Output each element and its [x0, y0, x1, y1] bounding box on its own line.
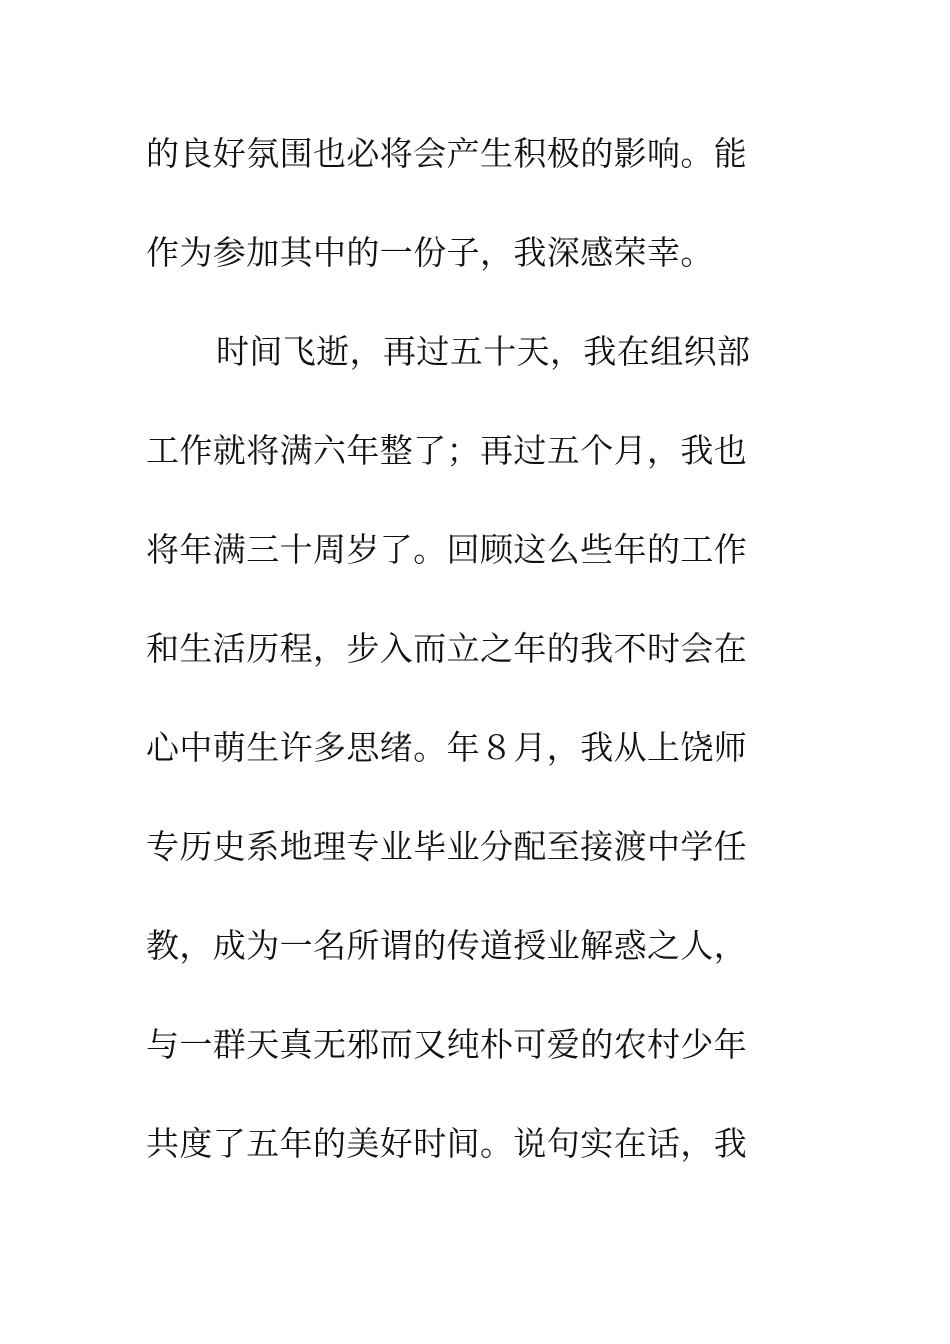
text-line: 共度了五年的美好时间。说句实在话，我 — [146, 1124, 748, 1163]
text-line: 教，成为一名所谓的传道授业解惑之人， — [146, 926, 748, 965]
text-line: 和生活历程，步入而立之年的我不时会在 — [146, 629, 748, 668]
text-line: 作为参加其中的一份子，我深感荣幸。 — [146, 233, 714, 272]
text-line: 的良好氛围也必将会产生积极的影响。能 — [146, 134, 748, 173]
text-line: 专历史系地理专业毕业分配至接渡中学任 — [146, 827, 748, 866]
text-line: 工作就将满六年整了；再过五个月，我也 — [146, 431, 748, 470]
text-line: 心中萌生许多思绪。年８月，我从上饶师 — [146, 728, 748, 767]
text-line: 与一群天真无邪而又纯朴可爱的农村少年 — [146, 1025, 748, 1064]
body-text — [146, 122, 786, 1211]
text-line: 将年满三十周岁了。回顾这么些年的工作 — [146, 530, 748, 569]
text-line-paragraph-start: 时间飞逝，再过五十天，我在组织部 — [216, 332, 751, 371]
